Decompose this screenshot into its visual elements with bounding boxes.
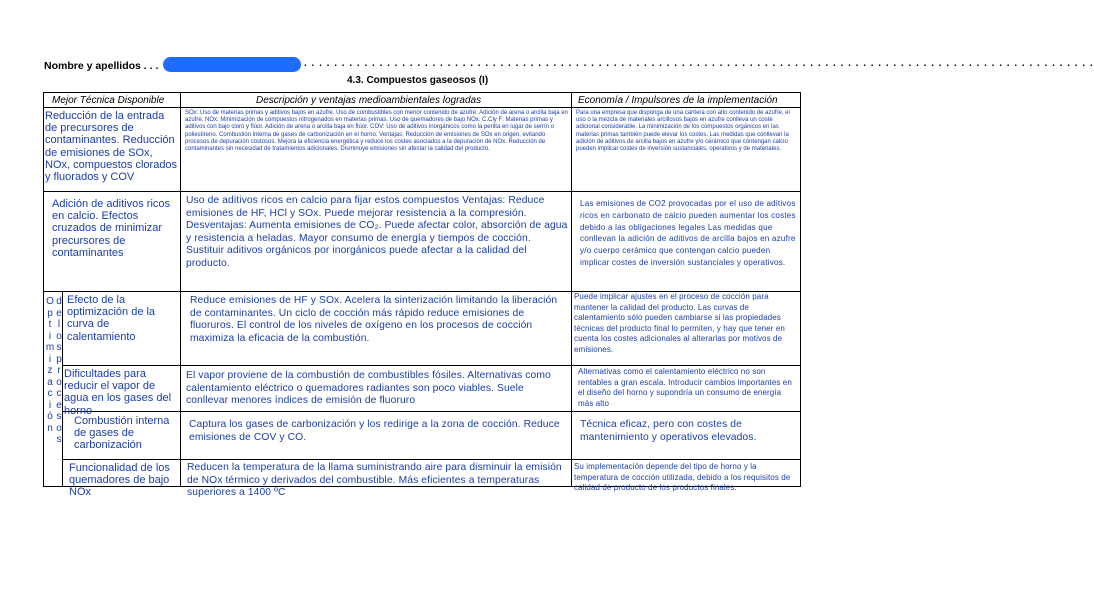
row-divider bbox=[62, 411, 801, 412]
group-label-processes: d e l o s p r o c e s o s bbox=[56, 296, 62, 445]
row-3-economy: Puede implicar ajustes en el proceso de cocción para mantener la calidad del producto. Las curvas de calentamiento sólo pueden cambiarse si las propiedades técnicas del producto final lo permiten, y hay que tener en cuenta los costes adicionales al alterarlas por motivos de emisiones. bbox=[574, 292, 785, 354]
row-1-description: SOx: Uso de materias primas y aditivos bajos en azufre. Uso de combustibles con menor contenido de azufre. Adición de arena o arcilla baja en azufre. NOx: Minimización de compuestos nitrogenados en materias primas. Uso de quemadores de bajo NOx. C.Cly F: Materias primas y aditivos con bajo cloro y flúor. Adición de arena o arcilla baja en flúor. COV: Uso de aditivos inorgánicos como la perlita en lugar de serrín o poliestireno. Combustión interna de gases de carbonización en el horno. Ventajas: Reducción de emisiones de SOx en origen, evitando procesos de depuración costosos. Mejora la eficiencia energética y reduce los costes asociados a la depuración de NOx. Reducción de contaminantes sin necesidad de tratamientos adicionales. Disminuye emisiones sin afectar la calidad del producto. bbox=[185, 110, 568, 153]
row-divider bbox=[62, 459, 801, 460]
row-5-mtd: Combustión interna de gases de carbonización bbox=[74, 415, 170, 452]
name-dotted-line: . . . . . . . . . . . . . . . . . . . . . . . . . . . . . . . . . . . . . . . . . . . . . . . . . . . . . . . . . . . . . . . . . . . . . . . . . . . . . . . . . . . . . . . . . . . . . . . . . . . . . . . . . bbox=[304, 58, 1094, 69]
column-header-mtd: Mejor Técnica Disponible bbox=[52, 95, 165, 106]
row-6-economy: Su implementación depende del tipo de horno y la temperatura de cocción utilizada, debido a los requisitos de calidad de producto de los productos finales. bbox=[574, 462, 791, 493]
row-3-description: Reduce emisiones de HF y SOx. Acelera la sinterización limitando la liberación de contaminantes. Un ciclo de cocción más rápido reduce emisiones de fluoruros. El control de los niveles de oxígeno en los procesos de cocción maximiza la eficacia de la combustión. bbox=[190, 295, 558, 344]
group-label-optimization: O p t i m i z a c i ó n bbox=[45, 296, 55, 434]
row-2-description: Uso de aditivos ricos en calcio para fijar estos compuestos Ventajas: Reduce emisiones de HF, HCl y SOx. Puede mejorar resistencia a la compresión. Desventajas: Aumenta emisiones de CO₂. Puede afectar color, absorción de agua y resistencia a heladas. Mayor consumo de energía y tiempos de cocción. Sustituir aditivos orgánicos por inorgánicos puede afectar a la calidad del producto. bbox=[186, 195, 568, 269]
row-6-description: Reducen la temperatura de la llama suministrando aire para disminuir la emisión de NOx térmico y derivados del combustible. Más eficientes a temperaturas superiores a 1400 ºC bbox=[187, 462, 562, 499]
row-2-mtd: Adición de aditivos ricos en calcio. Efectos cruzados de minimizar precursores de contaminantes bbox=[52, 198, 171, 259]
name-label: Nombre y apellidos . . . bbox=[44, 60, 159, 72]
header-divider bbox=[43, 107, 801, 108]
row-6-mtd: Funcionalidad de los quemadores de bajo NOx bbox=[69, 462, 170, 499]
row-4-mtd: Dificultades para reducir el vapor de agua en los gases del horno bbox=[64, 368, 172, 417]
row-4-economy: Alternativas como el calentamiento eléctrico no son rentables a gran escala. Introducir cambios importantes en el diseño del horno y supondría un consumo de energía más alto bbox=[578, 367, 792, 408]
row-5-description: Captura los gases de carbonización y los redirige a la zona de cocción. Reduce emisiones de COV y CO. bbox=[189, 419, 560, 443]
row-1-mtd: Reducción de la entrada de precursores de contaminantes. Reducción de emisiones de SOx, NOx, compuestos clorados y fluorados y COV bbox=[45, 110, 178, 184]
section-title: 4.3. Compuestos gaseosos (I) bbox=[347, 75, 489, 86]
row-5-economy: Técnica eficaz, pero con costes de mantenimiento y operativos elevados. bbox=[580, 419, 757, 443]
row-divider bbox=[62, 365, 801, 366]
column-header-economy: Economía / Impulsores de la implementación bbox=[578, 95, 778, 106]
col-divider bbox=[571, 92, 572, 487]
row-2-economy: Las emisiones de CO2 provocadas por el uso de aditivos ricos en carbonato de calcio pueden aumentar los costes debido a las obligaciones legales Las medidas que conllevan la adición de aditivos de arcilla bajos en azufre y/o cuerpo cerámico que contengan calcio pueden implicar costes de inversión sustanciales y operativos. bbox=[580, 199, 796, 267]
redaction-mark bbox=[163, 57, 301, 72]
row-1-economy: Para una empresa que disponga de una cantera con alto contenido de azufre, el uso o la mezcla de materiales arcillosos bajos en azufre conlleva un coste adicional considerable. La minimización de los compuestos orgánicos en las materias primas también puede elevar los costes. Las medidas que conllevan la adición de aditivos de arcilla bajos en azufre y/o cerámico que contengan calcio pueden implicar costes de inversión sustanciales, operativos y de materiales. bbox=[576, 110, 790, 153]
row-4-description: El vapor proviene de la combustión de combustibles fósiles. Alternativas como calentamiento eléctrico o quemadores radiantes son poco viables. Suele conllevar menores índices de emisión de fluoruro bbox=[186, 370, 551, 407]
row-3-mtd: Efecto de la optimización de la curva de calentamiento bbox=[67, 294, 156, 343]
col-divider bbox=[180, 92, 181, 487]
row-divider bbox=[43, 191, 801, 192]
column-header-description: Descripción y ventajas medioambientales logradas bbox=[256, 95, 482, 106]
